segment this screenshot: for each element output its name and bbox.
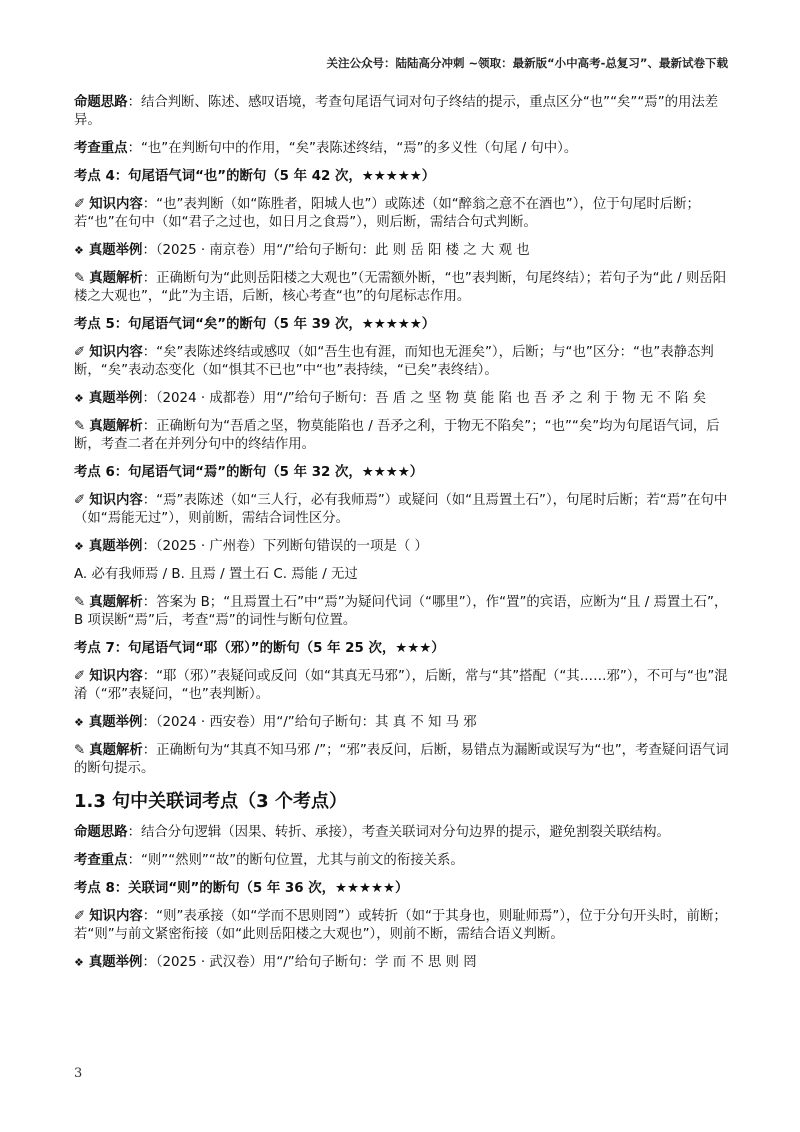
kaodian-8-title: 考点 8：关联词“则”的断句（5 年 36 次，★★★★★） — [74, 881, 409, 896]
text: ：正确断句为“此则岳阳楼之大观也”（无需额外断，“也”表判断，句尾终结）；若句子为“此 / 则岳阳楼之大观也”，“此”为主语，后断，核心考查“也”的句尾标志作用。 — [74, 271, 727, 304]
diamond-icon: ❖ — [74, 956, 84, 969]
section-thinking — [74, 824, 730, 842]
text: ：“也”在判断句中的作用，“矣”表陈述终结，“焉”的多义性（句尾 / 句中）。 — [127, 141, 578, 156]
label: 真题解析 — [89, 419, 143, 434]
pencil-icon: ✐ — [74, 909, 86, 924]
kaodian-4-title: 考点 4：句尾语气词“也”的断句（5 年 42 次，★★★★★） — [74, 169, 436, 184]
label: 真题举例 — [88, 243, 143, 258]
text: ：答案为 B；“且焉置土石”中“焉”为疑问代词（“哪里”），作“置”的宾语，应断为“且 / 焉置土石”，B 项误断“焉”后，考查“焉”的词性与断句位置。 — [74, 595, 728, 628]
kaodian-8-example — [74, 954, 730, 972]
kaodian-5-knowledge — [74, 344, 730, 380]
kaodian-7-analysis — [74, 742, 730, 778]
section-title: 1.3 句中关联词考点（3 个考点） — [74, 791, 347, 812]
text: ：“也”表判断（如“陈胜者，阳城人也”）或陈述（如“醉翁之意不在酒也”），位于句尾时后断；若“也”在句中（如“君子之过也，如日月之食焉”），则后断，需结合句式判断。 — [74, 197, 700, 230]
kaodian-4-knowledge — [74, 196, 730, 232]
diamond-icon: ❖ — [74, 540, 84, 553]
label: 知识内容 — [89, 493, 143, 508]
text: ：“矣”表陈述终结或感叹（如“吾生也有涯，而知也无涯矣”），后断；与“也”区分：“也”表静态判断，“矣”表动态变化（如“惧其不已也”中“也”表持续，“已矣”表终结）。 — [74, 345, 714, 378]
text: ：“焉”表陈述（如“三人行，必有我师焉”）或疑问（如“且焉置土石”），句尾时后断；若“焉”在句中（如“焉能无过”），则前断，需结合词性区分。 — [74, 493, 728, 526]
label: 考查重点 — [74, 853, 128, 868]
pencil-icon: ✐ — [74, 669, 86, 684]
pencil-icon: ✐ — [74, 493, 86, 508]
section-focus — [74, 852, 730, 870]
label: 真题举例 — [88, 391, 143, 406]
text: ：结合分句逻辑（因果、转折、承接），考查关联词对分句边界的提示，避免割裂关联结构。 — [127, 825, 670, 840]
label: 真题举例 — [88, 715, 143, 730]
kaodian-7-knowledge — [74, 668, 730, 704]
pencil-icon: ✐ — [74, 345, 86, 360]
pen-icon: ✎ — [74, 271, 86, 286]
label: 知识内容 — [89, 345, 143, 360]
label: 真题解析 — [89, 271, 143, 286]
label: 知识内容 — [89, 669, 143, 684]
intro-focus — [74, 140, 730, 158]
kaodian-6-title: 考点 6：句尾语气词“焉”的断句（5 年 32 次，★★★★） — [74, 465, 424, 480]
text: ：（2024 · 成都卷）用“/”给句子断句：吾 盾 之 坚 物 莫 能 陷 也 吾 矛 之 利 于 物 无 不 陷 矣 — [142, 391, 707, 406]
text: ：“则”“然则”“故”的断句位置，尤其与前文的衔接关系。 — [127, 853, 464, 868]
text: ：（2025 · 广州卷）下列断句错误的一项是（ ） — [142, 539, 428, 554]
text: ：结合判断、陈述、感叹语境，考查句尾语气词对句子终结的提示，重点区分“也”“矣”“焉”的用法差异。 — [74, 95, 719, 128]
label: 命题思路 — [74, 95, 128, 110]
kaodian-4-example — [74, 242, 730, 260]
text: ：（2025 · 南京卷）用“/”给句子断句：此 则 岳 阳 楼 之 大 观 也 — [142, 243, 530, 258]
kaodian-6-example — [74, 538, 730, 556]
diamond-icon: ❖ — [74, 716, 84, 729]
label: 真题解析 — [89, 743, 143, 758]
label: 知识内容 — [89, 197, 143, 212]
label: 考查重点 — [74, 141, 128, 156]
label: 真题解析 — [89, 595, 143, 610]
pencil-icon: ✐ — [74, 197, 86, 212]
intro-thinking — [74, 94, 730, 130]
diamond-icon: ❖ — [74, 392, 84, 405]
kaodian-4-analysis — [74, 270, 730, 306]
kaodian-5-example — [74, 390, 730, 408]
page-number: 3 — [74, 1066, 83, 1081]
text: ：正确断句为“其真不知马邪 /”；“邪”表反问，后断，易错点为漏断或误写为“也”，考查疑问语气词的断句提示。 — [74, 743, 729, 776]
pen-icon: ✎ — [74, 419, 86, 434]
kaodian-7-example — [74, 714, 730, 732]
text: ：正确断句为“吾盾之坚，物莫能陷也 / 吾矛之利，于物无不陷矣”；“也”“矣”均为句尾语气词，后断，考查二者在并列分句中的终结作用。 — [74, 419, 720, 452]
diamond-icon: ❖ — [74, 244, 84, 257]
text: ：（2025 · 武汉卷）用“/”给句子断句：学 而 不 思 则 罔 — [142, 955, 477, 970]
kaodian-7-title: 考点 7：句尾语气词“耶（邪）”的断句（5 年 25 次，★★★） — [74, 641, 445, 656]
label: 真题举例 — [88, 539, 143, 554]
kaodian-6-analysis — [74, 594, 730, 630]
kaodian-5-title: 考点 5：句尾语气词“矣”的断句（5 年 39 次，★★★★★） — [74, 317, 436, 332]
text: ：（2024 · 西安卷）用“/”给句子断句：其 真 不 知 马 邪 — [142, 715, 477, 730]
label: 知识内容 — [89, 909, 143, 924]
kaodian-6-options: A. 必有我师焉 / B. 且焉 / 置土石 C. 焉能 / 无过 — [74, 567, 358, 582]
label: 真题举例 — [88, 955, 143, 970]
pen-icon: ✎ — [74, 595, 86, 610]
text: ：“耶（邪）”表疑问或反问（如“其真无马邪”），后断，常与“其”搭配（“其……邪”），不可与“也”混淆（“邪”表疑问，“也”表判断）。 — [74, 669, 728, 702]
page-content — [74, 94, 730, 982]
label: 命题思路 — [74, 825, 128, 840]
kaodian-5-analysis — [74, 418, 730, 454]
page-header: 关注公众号：陆陆高分冲刺 ~领取：最新版“小中高考-总复习”、最新试卷下载 — [326, 56, 728, 70]
text: ：“则”表承接（如“学而不思则罔”）或转折（如“于其身也，则耻师焉”），位于分句开头时，前断；若“则”与前文紧密衔接（如“此则岳阳楼之大观也”），则前不断，需结合语义判断。 — [74, 909, 727, 942]
kaodian-8-knowledge — [74, 908, 730, 944]
kaodian-6-knowledge — [74, 492, 730, 528]
pen-icon: ✎ — [74, 743, 86, 758]
